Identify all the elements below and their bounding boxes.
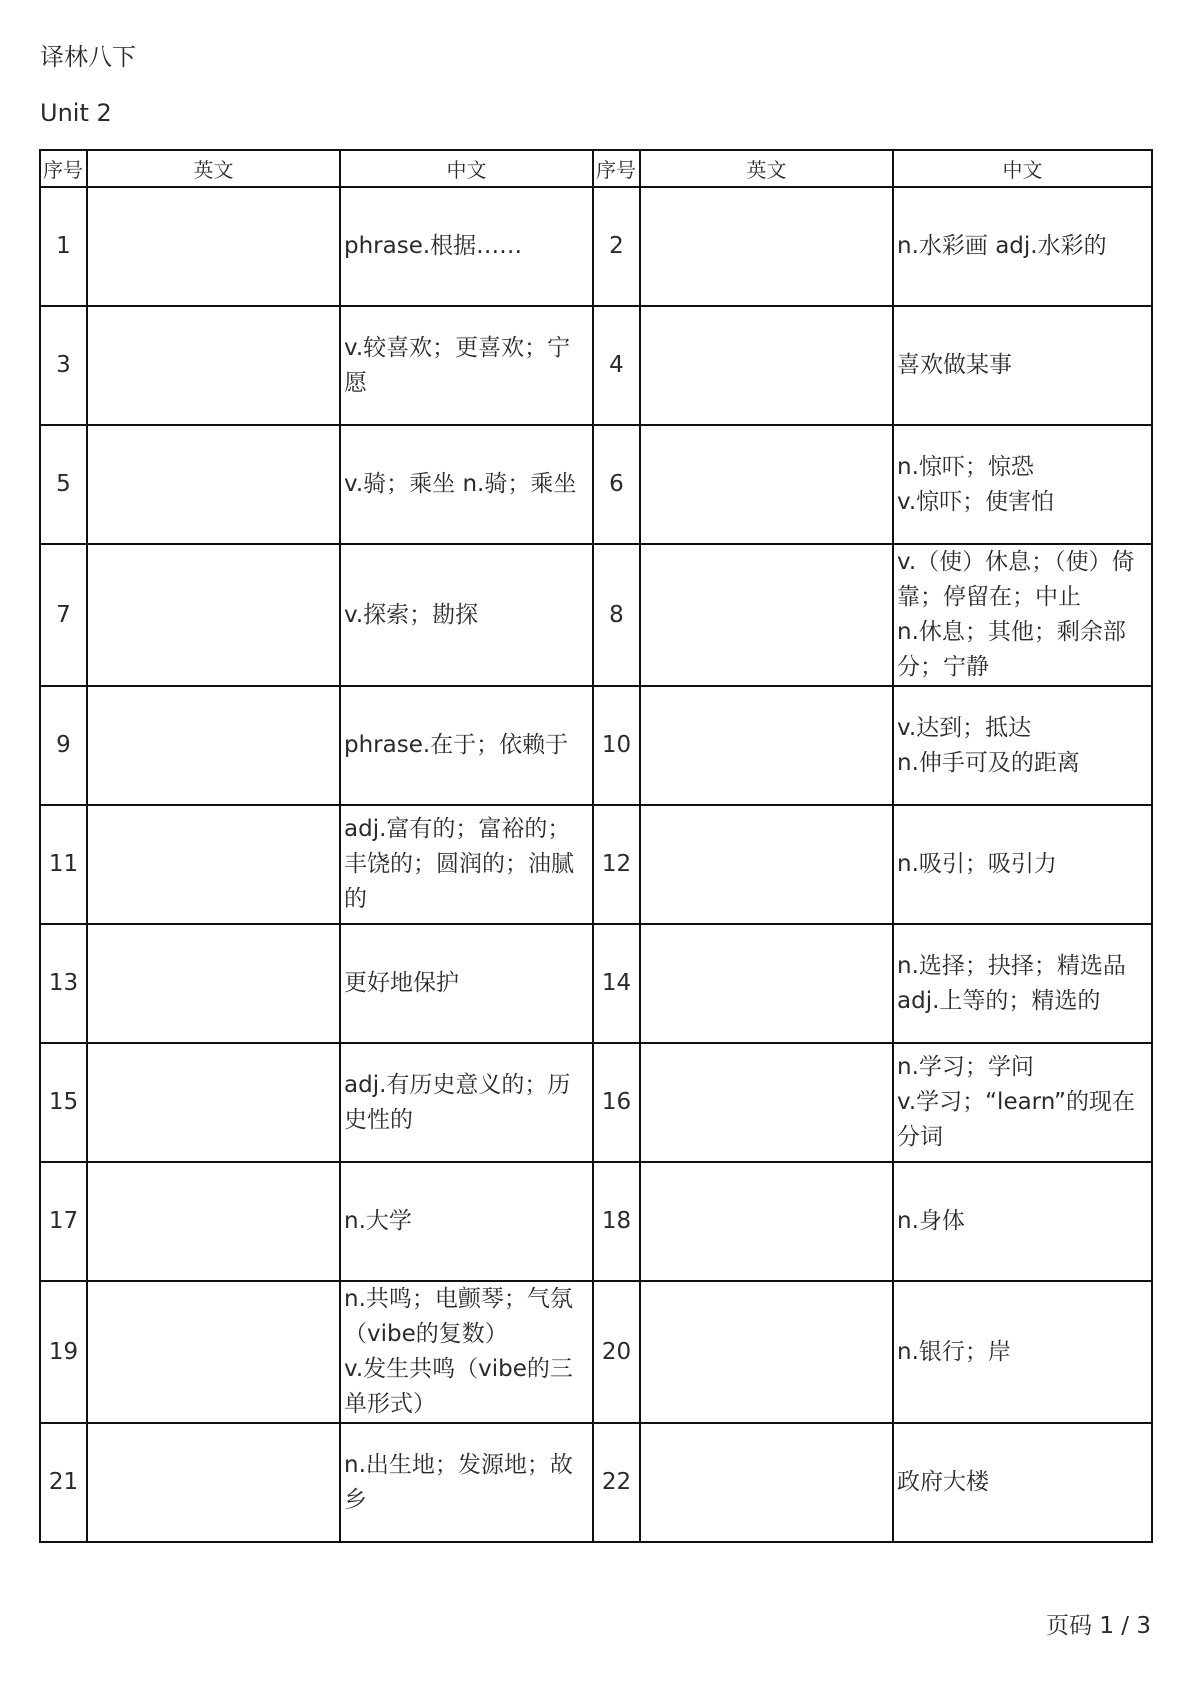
entry-number: 6	[593, 425, 640, 544]
chinese-meaning: n.惊吓；惊恐 v.惊吓；使害怕	[893, 425, 1152, 544]
english-answer-cell[interactable]	[640, 425, 893, 544]
entry-number: 3	[40, 306, 87, 425]
chinese-meaning: n.银行；岸	[893, 1281, 1152, 1423]
table-header-row	[40, 150, 1152, 187]
chinese-meaning: n.水彩画 adj.水彩的	[893, 187, 1152, 306]
english-answer-cell[interactable]	[640, 187, 893, 306]
entry-number: 12	[593, 805, 640, 924]
chinese-meaning: n.选择；抉择；精选品 adj.上等的；精选的	[893, 924, 1152, 1043]
entry-number: 16	[593, 1043, 640, 1162]
chinese-meaning: v.较喜欢；更喜欢；宁愿	[340, 306, 593, 425]
entry-number: 11	[40, 805, 87, 924]
entry-number: 17	[40, 1162, 87, 1281]
header-english-right: 英文	[640, 150, 893, 187]
chinese-meaning: 更好地保护	[340, 924, 593, 1043]
table-row	[40, 306, 1152, 425]
entry-number: 18	[593, 1162, 640, 1281]
chinese-meaning: n.共鸣；电颤琴；气氛（vibe的复数） v.发生共鸣（vibe的三单形式）	[340, 1281, 593, 1423]
table-row	[40, 686, 1152, 805]
english-answer-cell[interactable]	[87, 1162, 340, 1281]
header-index-left: 序号	[40, 150, 87, 187]
header-chinese-left: 中文	[340, 150, 593, 187]
table-row	[40, 1043, 1152, 1162]
english-answer-cell[interactable]	[87, 544, 340, 686]
english-answer-cell[interactable]	[87, 187, 340, 306]
table-row	[40, 1162, 1152, 1281]
entry-number: 4	[593, 306, 640, 425]
unit-subtitle: Unit 2	[40, 99, 112, 127]
english-answer-cell[interactable]	[640, 544, 893, 686]
chinese-meaning: phrase.在于；依赖于	[340, 686, 593, 805]
header-english-left: 英文	[87, 150, 340, 187]
table-row	[40, 1423, 1152, 1542]
table-row	[40, 924, 1152, 1043]
chinese-meaning: phrase.根据……	[340, 187, 593, 306]
entry-number: 8	[593, 544, 640, 686]
entry-number: 5	[40, 425, 87, 544]
header-index-right: 序号	[593, 150, 640, 187]
table-row	[40, 425, 1152, 544]
table-row	[40, 805, 1152, 924]
entry-number: 15	[40, 1043, 87, 1162]
english-answer-cell[interactable]	[87, 1423, 340, 1542]
entry-number: 19	[40, 1281, 87, 1423]
entry-number: 13	[40, 924, 87, 1043]
entry-number: 2	[593, 187, 640, 306]
english-answer-cell[interactable]	[87, 1043, 340, 1162]
english-answer-cell[interactable]	[87, 1281, 340, 1423]
chinese-meaning: adj.有历史意义的；历史性的	[340, 1043, 593, 1162]
chinese-meaning: 喜欢做某事	[893, 306, 1152, 425]
english-answer-cell[interactable]	[640, 686, 893, 805]
english-answer-cell[interactable]	[640, 1043, 893, 1162]
chinese-meaning: 政府大楼	[893, 1423, 1152, 1542]
entry-number: 14	[593, 924, 640, 1043]
vocabulary-table	[39, 149, 1153, 1543]
entry-number: 21	[40, 1423, 87, 1542]
english-answer-cell[interactable]	[87, 805, 340, 924]
header-chinese-right: 中文	[893, 150, 1152, 187]
entry-number: 7	[40, 544, 87, 686]
chinese-meaning: n.大学	[340, 1162, 593, 1281]
english-answer-cell[interactable]	[640, 1423, 893, 1542]
chinese-meaning: n.学习；学问 v.学习；“learn”的现在分词	[893, 1043, 1152, 1162]
table-row	[40, 187, 1152, 306]
entry-number: 20	[593, 1281, 640, 1423]
chinese-meaning: n.吸引；吸引力	[893, 805, 1152, 924]
entry-number: 10	[593, 686, 640, 805]
english-answer-cell[interactable]	[640, 306, 893, 425]
chinese-meaning: v.达到；抵达 n.伸手可及的距离	[893, 686, 1152, 805]
entry-number: 1	[40, 187, 87, 306]
chinese-meaning: adj.富有的；富裕的；丰饶的；圆润的；油腻的	[340, 805, 593, 924]
chinese-meaning: v.骑；乘坐 n.骑；乘坐	[340, 425, 593, 544]
english-answer-cell[interactable]	[640, 1162, 893, 1281]
english-answer-cell[interactable]	[87, 425, 340, 544]
english-answer-cell[interactable]	[87, 686, 340, 805]
page-number: 页码 1 / 3	[1046, 1613, 1151, 1639]
chinese-meaning: v.（使）休息；（使）倚靠；停留在；中止 n.休息；其他；剩余部分；宁静	[893, 544, 1152, 686]
entry-number: 9	[40, 686, 87, 805]
english-answer-cell[interactable]	[87, 924, 340, 1043]
english-answer-cell[interactable]	[87, 306, 340, 425]
english-answer-cell[interactable]	[640, 805, 893, 924]
entry-number: 22	[593, 1423, 640, 1542]
table-row	[40, 544, 1152, 686]
chinese-meaning: n.出生地；发源地；故乡	[340, 1423, 593, 1542]
page-title: 译林八下	[40, 43, 136, 71]
english-answer-cell[interactable]	[640, 924, 893, 1043]
chinese-meaning: n.身体	[893, 1162, 1152, 1281]
english-answer-cell[interactable]	[640, 1281, 893, 1423]
chinese-meaning: v.探索；勘探	[340, 544, 593, 686]
table-row	[40, 1281, 1152, 1423]
